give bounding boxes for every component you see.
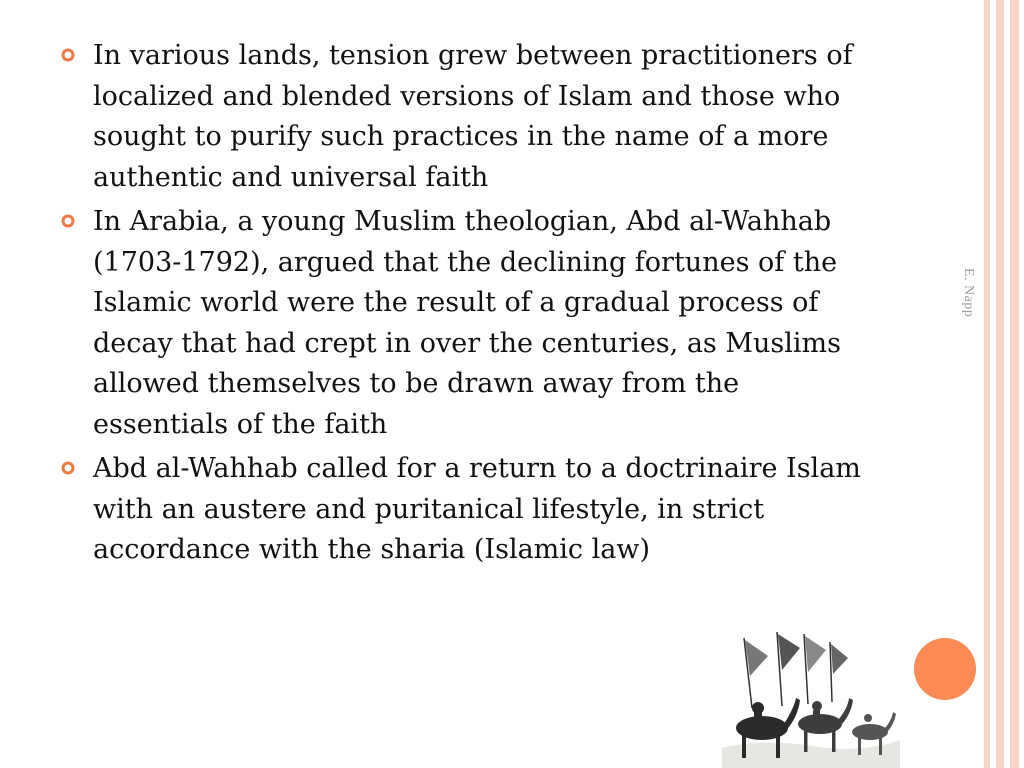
ring-bullet-icon: [60, 202, 93, 229]
decorative-stripe: [1010, 0, 1019, 768]
bullet-item: [60, 449, 880, 571]
footer-author: E. Napp: [961, 268, 976, 318]
bullet-text: In various lands, tension grew between practitioners of localized and blended versions of Islam and those who sought to purify such practices in the name of a more authentic and universal faith: [93, 40, 853, 193]
bullet-text: In Arabia, a young Muslim theologian, Abd al-Wahhab (1703-1792), argued that the declining fortunes of the Islamic world were the result of a gradual process of decay that had crept in over the centuries, as Muslims allowed themselves to be drawn away from the essentials of the faith: [93, 206, 841, 440]
decorative-stripe: [996, 0, 1004, 768]
decorative-circle: [914, 638, 976, 700]
bullet-text: Abd al-Wahhab called for a return to a doctrinaire Islam with an austere and puritanical lifestyle, in strict accordance with the sharia (Islamic law): [93, 453, 861, 565]
ring-bullet-icon: [60, 449, 93, 476]
bullet-list: [60, 36, 880, 575]
bullet-item: [60, 202, 880, 445]
ring-bullet-icon: [60, 36, 93, 63]
camel-riders-illustration: [722, 628, 900, 768]
decorative-stripe: [984, 0, 990, 768]
bullet-item: [60, 36, 880, 198]
